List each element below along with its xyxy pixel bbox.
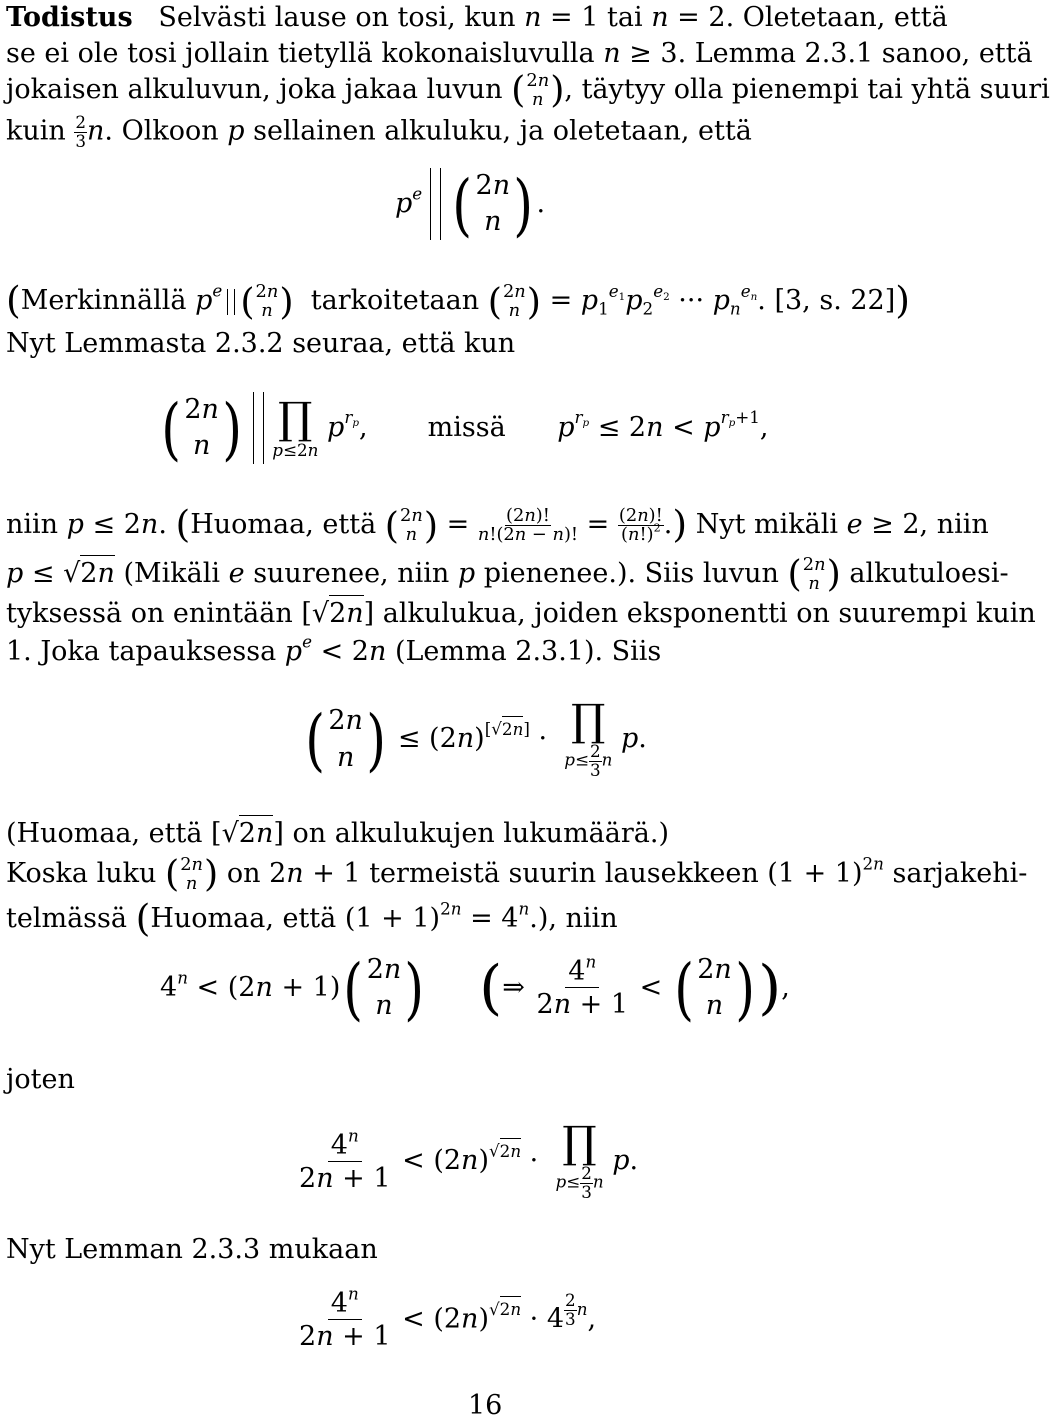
- text-line-12: telmässä (Huomaa, että $(1 + 1)^{2n} = 4^n$.), niin: [6, 896, 618, 940]
- text-line-6: niin p ≤ 2n. (Huomaa, että ( 2n n ) = $\frac{(2n)!}{n!(2n - n)!}$ = $\frac{(2n)!}{(n!)^2}$ .) Nyt mikäli e ≥ 2, niin: [6, 502, 989, 547]
- display-equation-1: $p^e$ ( 2n n ) .: [395, 164, 546, 244]
- text-line-4: kuin $\frac{2}{3}$ n. Olkoon p sellainen alkuluku, ja oletetaan, että: [6, 112, 752, 151]
- display-equation-3: ( 2n n ) ≤ (2n)[√2n] · ∏ p≤ $\frac{2}{3}$ n p.: [305, 696, 647, 780]
- fraction: $\frac{2}{3}$: [75, 112, 87, 151]
- text-line-14: Nyt Lemman 2.3.3 mukaan: [6, 1234, 378, 1265]
- text-line-5: Nyt Lemmasta 2.3.2 seuraa, että kun: [6, 328, 516, 359]
- text-line-2: se ei ole tosi jollain tietyllä kokonaisluvulla n ≥ 3. Lemma 2.3.1 sanoo, että: [6, 38, 1033, 69]
- display-equation-4: $4^n < (2n + 1)$ ( 2n n ) (⇒ $\frac{4^n}{2n + 1}$ < ( 2n n ) ),: [160, 948, 790, 1028]
- text-line-11: Koska luku ( 2n n ) on 2n + 1 termeistä suurin lausekkeen $(1 + 1)^{2n}$ sarjakehi-: [6, 852, 1028, 896]
- text-line-notation: (Merkinnällä $p^e$ ( 2n n ) tarkoitetaan ( 2n n ) = $p_1^{e_1}p_2^{e_2}$ ··· $p_n^{e_n}$. [3, s. 22]): [6, 278, 911, 323]
- display-equation-5: $\frac{4^n}{2n + 1}$ < $(2n)^{√2n}$ · ∏ p≤ $\frac{2}{3}$ n p.: [299, 1118, 639, 1202]
- binomial: ( 2n n ): [511, 68, 565, 112]
- text-line-8: tyksessä on enintään [√2n] alkulukua, joiden eksponentti on suurempi kuin: [6, 600, 1036, 627]
- text-line-9: 1. Joka tapauksessa $p^e < 2n$ (Lemma 2.3.1). Siis: [6, 631, 662, 667]
- page-number: 16: [468, 1390, 503, 1421]
- display-equation-6: $\frac{4^n}{2n + 1}$ < $(2n)^{√2n} \cdot 4$ $^{\frac{2}{3} n}$,: [299, 1283, 597, 1352]
- display-equation-2: ( 2n n ) ∏ p≤2n $p^{r_p}$, missä $p^{r_p} \le 2n < p^{r_p+1}$,: [161, 388, 769, 468]
- text-line-3: jokaisen alkuluvun, joka jakaa luvun ( 2n n ) , täytyy olla pienempi tai yhtä suuri: [6, 68, 1050, 112]
- text-line-13: joten: [6, 1064, 75, 1095]
- text-line-1: Todistus Selvästi lause on tosi, kun n = 1 tai n = 2. Oletetaan, että: [6, 2, 948, 33]
- text-line-10: (Huomaa, että [√2n] on alkulukujen lukumäärä.): [6, 820, 669, 847]
- proof-heading: Todistus: [6, 2, 133, 33]
- text-line-7: p ≤ √2n (Mikäli e suurenee, niin p pienenee.). Siis luvun ( 2n n ) alkutuloesi-: [6, 552, 1009, 596]
